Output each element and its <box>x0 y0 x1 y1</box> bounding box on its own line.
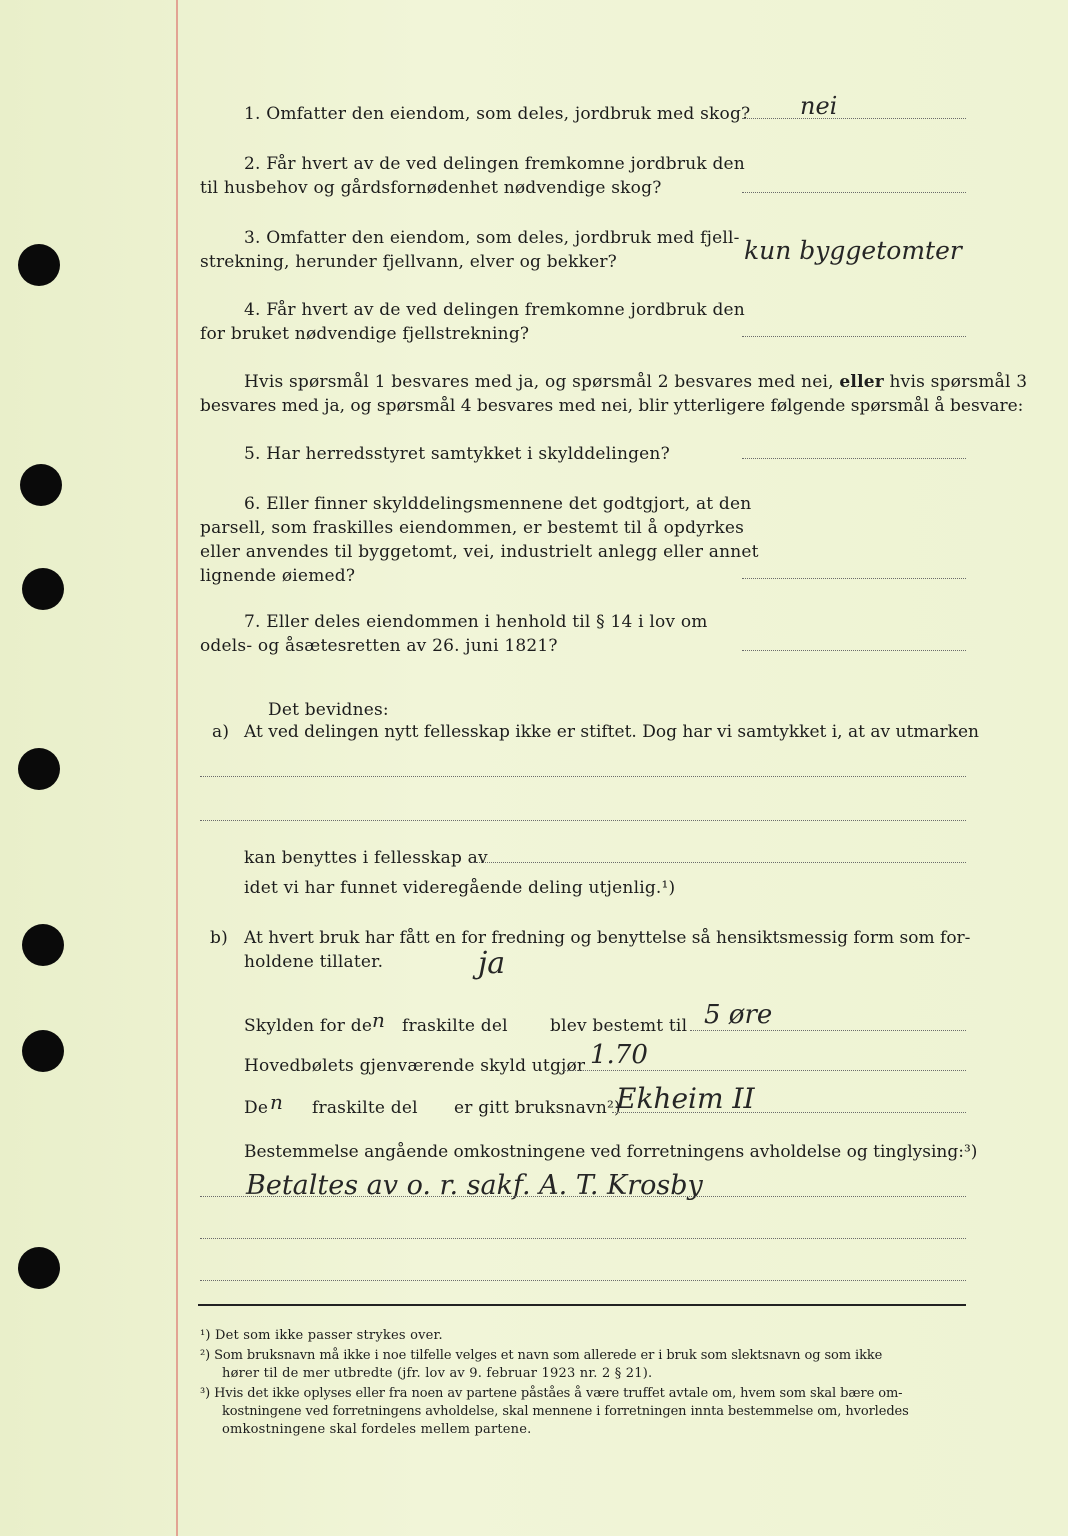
hovedbol-value-handwritten: 1.70 <box>590 1040 648 1070</box>
footnote-rule <box>198 1304 966 1306</box>
question-7-line-2: odels- og åsætesretten av 26. juni 1821? <box>200 636 558 656</box>
condition-text-b: hvis spørsmål 3 <box>889 372 1028 392</box>
bruks-label-c: er gitt bruksnavn²) <box>454 1098 621 1118</box>
footnote-2-line-2: hører til de mer utbredte (jfr. lov av 9. februar 1923 nr. 2 § 21). <box>222 1366 653 1381</box>
punch-hole <box>18 244 60 286</box>
punch-hole <box>20 464 62 506</box>
skyld-handwritten-n: n <box>372 1008 385 1032</box>
question-3-line-1: 3. Omfatter den eiendom, som deles, jordbruk med fjell- <box>244 228 740 248</box>
footnote-2-line-1: ²) Som bruksnavn må ikke i noe tilfelle velges et navn som allerede er i bruk som slektsnavn og som ikke <box>200 1348 883 1363</box>
bruks-label-a: De <box>244 1098 269 1118</box>
omkostning-line <box>200 1280 966 1281</box>
certify-b-line-1: At hvert bruk har fått en for fredning og benyttelse så hensiktsmessig form som for- <box>244 928 971 948</box>
answer-1-handwritten: nei <box>800 92 838 120</box>
answer-line-2 <box>742 192 966 193</box>
answer-b-handwritten: ja <box>478 946 506 981</box>
omkostning-line <box>200 1238 966 1239</box>
footnote-1: ¹) Det som ikke passer strykes over. <box>200 1328 443 1343</box>
skyld-value-handwritten: 5 øre <box>704 1000 773 1030</box>
answer-line-6 <box>742 578 966 579</box>
hovedbol-label: Hovedbølets gjenværende skyld utgjør <box>244 1056 586 1076</box>
question-1: 1. Omfatter den eiendom, som deles, jordbruk med skog? <box>244 104 751 124</box>
omkostning-handwritten: Betaltes av o. r. sakf. A. T. Krosby <box>246 1170 703 1201</box>
footnote-3-line-1: ³) Hvis det ikke oplyses eller fra noen av partene påståes å være truffet avtale om, hvem som skal bære om- <box>200 1386 903 1401</box>
punch-hole <box>18 1247 60 1289</box>
skyld-label-b: fraskilte del <box>402 1016 508 1036</box>
punch-hole <box>22 1030 64 1072</box>
bruks-handwritten-n: n <box>270 1090 283 1114</box>
footnote-3-line-2: kostningene ved forretningens avholdelse, skal mennene i forretningen innta bestemmelse om, hvorledes <box>222 1404 909 1419</box>
answer-3-handwritten: kun byggetomter <box>744 236 962 265</box>
answer-line-7 <box>742 650 966 651</box>
certify-b-line-2: holdene tillater. <box>244 952 384 972</box>
question-6-line-4: lignende øiemed? <box>200 566 356 586</box>
hovedbol-line <box>562 1070 966 1071</box>
certify-fellesskap: kan benyttes i fellesskap av <box>244 848 488 868</box>
omkostning-label: Bestemmelse angående omkostningene ved forretningens avholdelse og tinglysing:³) <box>244 1142 978 1162</box>
certify-heading: Det bevidnes: <box>268 700 389 720</box>
question-6-line-2: parsell, som fraskilles eiendommen, er bestemt til å opdyrkes <box>200 518 745 538</box>
skyld-line <box>690 1030 966 1031</box>
question-5: 5. Har herredsstyret samtykket i skylddelingen? <box>244 444 670 464</box>
skyld-label-a: Skylden for de <box>244 1016 373 1036</box>
condition-text-a: Hvis spørsmål 1 besvares med ja, og spørsmål 2 besvares med nei, <box>244 372 834 392</box>
punch-hole <box>22 568 64 610</box>
question-4-line-2: for bruket nødvendige fjellstrekning? <box>200 324 530 344</box>
punch-hole <box>18 748 60 790</box>
condition-bold-eller: eller <box>839 372 884 392</box>
question-4-line-1: 4. Får hvert av de ved delingen fremkomne jordbruk den <box>244 300 745 320</box>
condition-line-2: besvares med ja, og spørsmål 4 besvares med nei, blir ytterligere følgende spørsmål å besvare: <box>200 396 1024 416</box>
question-7-line-1: 7. Eller deles eiendommen i henhold til § 14 i lov om <box>244 612 708 632</box>
certify-deling: idet vi har funnet videregående deling utjenlig.¹) <box>244 878 676 898</box>
certify-a-label: a) <box>212 722 230 742</box>
skyld-label-c: blev bestemt til <box>550 1016 688 1036</box>
certify-a-text: At ved delingen nytt fellesskap ikke er stiftet. Dog har vi samtykket i, at av utmarken <box>244 722 979 742</box>
footnote-3-line-3: omkostningene skal fordeles mellem partene. <box>222 1422 532 1437</box>
certify-b-label: b) <box>210 928 228 948</box>
fellesskap-line <box>472 862 966 863</box>
answer-line-4 <box>742 336 966 337</box>
question-2-line-1: 2. Får hvert av de ved delingen fremkomne jordbruk den <box>244 154 745 174</box>
question-2-line-2: til husbehov og gårdsfornødenhet nødvendige skog? <box>200 178 662 198</box>
condition-line-1 <box>244 370 1027 394</box>
omkostning-line <box>200 1196 966 1197</box>
bruks-label-b: fraskilte del <box>312 1098 418 1118</box>
margin-line <box>176 0 178 1536</box>
question-6-line-3: eller anvendes til byggetomt, vei, industrielt anlegg eller annet <box>200 542 759 562</box>
answer-line-1 <box>742 118 966 119</box>
fill-line <box>200 820 966 821</box>
bruksnavn-handwritten: Ekheim II <box>616 1082 755 1115</box>
fill-line <box>200 776 966 777</box>
punch-hole <box>22 924 64 966</box>
question-6-line-1: 6. Eller finner skylddelingsmennene det godtgjort, at den <box>244 494 752 514</box>
answer-line-5 <box>742 458 966 459</box>
question-3-line-2: strekning, herunder fjellvann, elver og bekker? <box>200 252 617 272</box>
